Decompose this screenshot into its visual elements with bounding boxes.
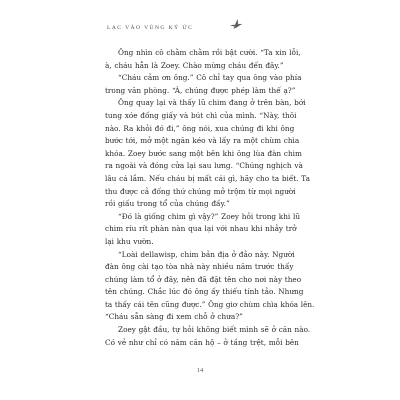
text-line: rồi giấu trong tổ của chúng đấy.” [105, 199, 230, 209]
text-line: khóa. Zoey bước sang một bên khi ông lùa đàn chim [105, 148, 302, 158]
text-line: chim ríu rít phàn nàn qua lại với nhau khi nhảy trở [105, 224, 297, 234]
text-line: tung xóe đống giấy và bút chì của mình. “Này, thôi [105, 110, 297, 120]
text-line: “Cháu sẵn sàng đi xem chỗ ở chưa?” [105, 312, 243, 322]
page-number: 14 [196, 367, 204, 374]
text-line: Ông nhìn cô chằm chằm rồi bật cười. “Ta xin lỗi, [118, 48, 301, 57]
text-line: ta thấy cái tên cũng được.” Ông giơ chùm chìa khóa lên. [105, 299, 315, 309]
text-line: à, cháu hẳn là Zoey. Chào mừng cháu đến đây.” [105, 60, 284, 70]
text-line: Có vẻ như chỉ có năm căn hộ – ở tầng trệt, mỗi bên [105, 337, 299, 347]
text-line: “Đó là giống chim gì vậy?” Zoey hỏi trong khi lũ [118, 211, 301, 221]
text-line: “Cháu cảm ơn ông.” Cô chỉ tay qua ông vào phía [118, 73, 302, 83]
text-line: Zoey gật đầu, tự hỏi không biết mình sẽ ở căn nào. [118, 325, 311, 335]
text-line: lại khu vườn. [105, 236, 154, 246]
text-line: lâu cá lắm. Nếu cháu bị mất cái gì, hãy cho ta biết. Ta [105, 173, 310, 183]
text-line: “Loài dellawisp, chim bản địa ở đảo này. Người [118, 249, 295, 259]
text-line: chúng làm tổ ở đây, nên đã đặt tên cho nơi này theo [105, 274, 302, 284]
text-line: nào. Ra khỏi đó đi,” ông nói, xua chúng đi khi ông [105, 123, 295, 133]
text-line: đàn ông cài tạo tòa nhà này nhiều năm trước thấy [105, 262, 294, 272]
running-title: LẠC VÀO VÙNG KÝ ỨC [107, 25, 194, 31]
flying-bird-icon [229, 18, 243, 30]
text-line: thu được cả đống thứ chúng mở trộm từ mọi người [105, 186, 296, 196]
body-text [105, 47, 315, 349]
text-line: ra ngoài và đóng cửa lại sau lưng. “Chúng nghịch và [105, 161, 303, 171]
text-line: tên chúng. Chắc lúc đó ông ấy thiếu tính tảo. Nhưng [105, 287, 304, 297]
text-line: bước tới, mở một ngăn kéo và lấy ra một chùm chìa [105, 136, 300, 146]
text-line: Ông quay lại và thấy lũ chim đang ở trên bàn, bới [118, 98, 306, 108]
text-line: trong văn phòng. “À, chúng được phép làm thế ạ?” [105, 85, 296, 95]
